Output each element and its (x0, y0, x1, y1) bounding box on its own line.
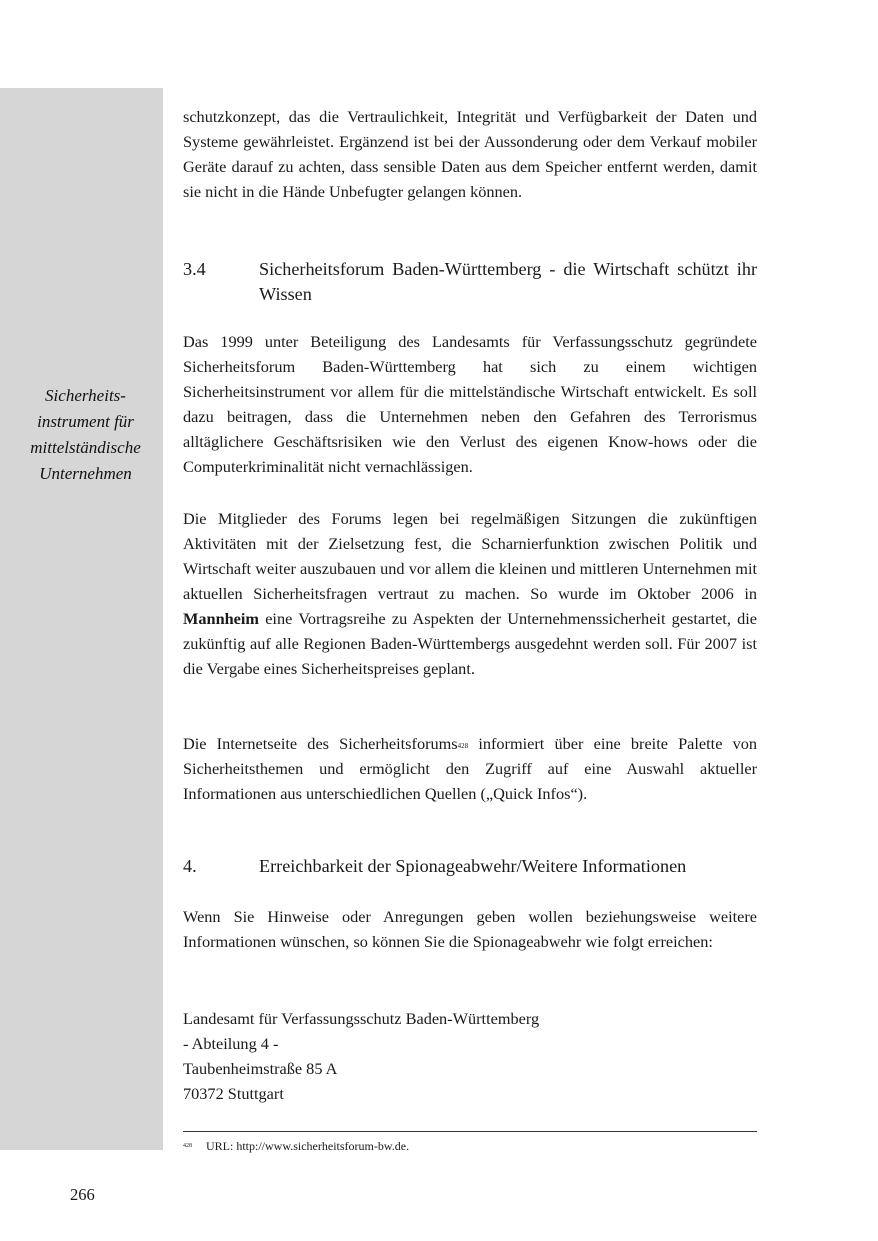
paragraph-website (183, 731, 757, 806)
footnote-reference: 428 (457, 742, 469, 750)
postal-address (183, 1006, 539, 1106)
address-line: Taubenheimstraße 85 A (183, 1059, 338, 1078)
footnote-divider (183, 1131, 757, 1132)
paragraph-continuation: schutzkonzept, das die Vertraulichkeit, Integrität und Verfügbarkeit der Daten und Systeme gewährleistet. Ergänzend ist bei der Aussonderung oder dem Verkauf mobiler Geräte darauf zu achten, dass sensible Daten aus dem Speicher entfernt werden, damit sie nicht in die Hände Unbefugter gelangen können. (183, 107, 757, 201)
address-line: Landesamt für Verfassungsschutz Baden-Württemberg (183, 1009, 540, 1028)
margin-bar (0, 88, 163, 1150)
section-heading-3-4 (183, 257, 757, 306)
footnote-mark: 428 (183, 1143, 192, 1149)
address-line: 70372 Stuttgart (183, 1084, 284, 1103)
margin-note-line: Unternehmen (39, 464, 132, 483)
footnote (183, 1138, 409, 1154)
margin-note-line: instrument für (37, 412, 134, 431)
section-number: 4. (183, 856, 197, 876)
address-line: - Abteilung 4 - (183, 1034, 279, 1053)
text-run: informiert über eine breite Palette von Sicherheitsthemen und ermöglicht den Zugriff auf eine Auswahl aktueller Informationen aus unterschiedlichen Quellen („Quick Infos“). (183, 734, 758, 803)
section-number: 3.4 (183, 259, 206, 279)
section-heading-4 (183, 854, 757, 879)
text-run: Die Mitglieder des Forums legen bei regelmäßigen Sitzungen die zukünftigen Aktivitäten mit der Zielsetzung fest, die Scharnierfunktion zwischen Politik und Wirtschaft weiter auszubauen und vor allem die kleinen und mittleren Unternehmen mit aktuellen Sicherheitsfragen vertraut zu machen. So wurde im Oktober 2006 in (183, 509, 757, 603)
footnote-text: URL: http://www.sicherheitsforum-bw.de. (206, 1139, 410, 1153)
paragraph-members (183, 506, 757, 681)
margin-note (8, 383, 163, 487)
paragraph-contact: Wenn Sie Hinweise oder Anregungen geben wollen beziehungsweise weitere Informationen wünschen, so können Sie die Spionageabwehr wie folgt erreichen: (183, 907, 757, 951)
text-run: Die Internetseite des Sicherheitsforums (183, 734, 458, 753)
section-title: Erreichbarkeit der Spionageabwehr/Weitere Informationen (259, 856, 687, 876)
section-title: Sicherheitsforum Baden-Württemberg - die Wirtschaft schützt ihr Wissen (259, 259, 757, 304)
page-number: 266 (70, 1185, 95, 1204)
margin-note-line: mittelständische (30, 438, 141, 457)
text-run: eine Vortragsreihe zu Aspekten der Unternehmenssicherheit gestartet, die zukünftig auf alle Regionen Baden-Württembergs ausgedehnt werden soll. Für 2007 ist die Vergabe eines Sicherheitspreises geplant. (183, 609, 757, 678)
margin-note-line: Sicherheits- (45, 386, 126, 405)
keyword-highlight: Mannheim (183, 609, 259, 628)
paragraph-forum-intro: Das 1999 unter Beteiligung des Landesamts für Verfassungsschutz gegründete Sicherheitsforum Baden-Württemberg hat sich zu einem wichtigen Sicherheitsinstrument vor allem für die mittelständische Wirtschaft entwickelt. Es soll dazu beitragen, dass die Unternehmen neben den Gefahren des Terrorismus alltäglichere Geschäftsrisiken wie den Verlust des eigenen Know-hows oder die Computerkriminalität nicht vernachlässigen. (183, 332, 757, 476)
